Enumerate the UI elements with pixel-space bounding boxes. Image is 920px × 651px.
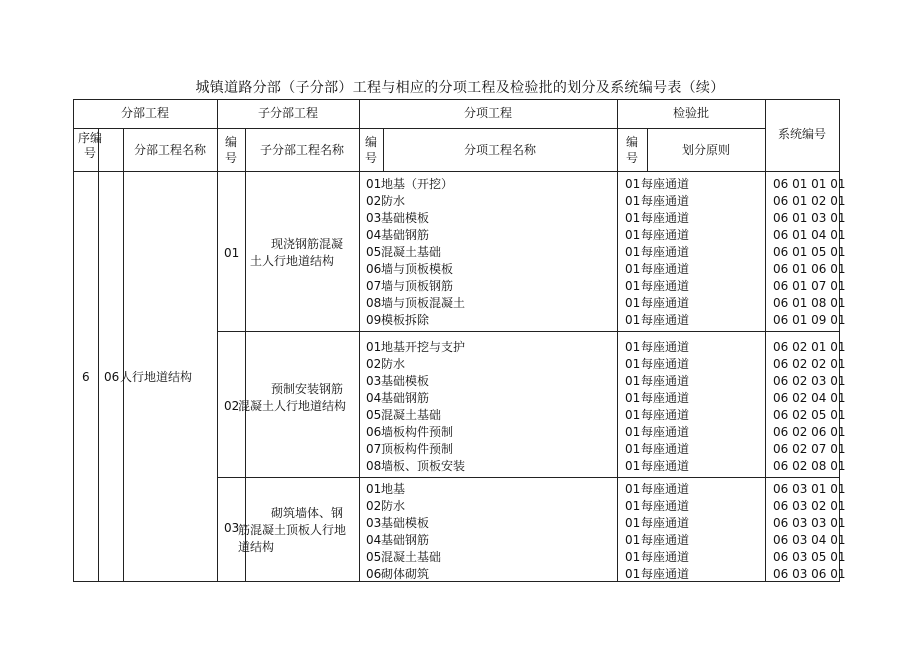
item-name: 混凝土基础 <box>381 245 442 259</box>
header-jy-rule: 划分原则 <box>681 143 730 157</box>
item-jy-no: 01 <box>625 516 641 530</box>
item-jy-no: 01 <box>625 482 641 496</box>
item-jy-no: 01 <box>625 340 641 354</box>
item-no: 08 <box>366 296 382 310</box>
item-name: 基础模板 <box>381 374 430 388</box>
item-system-code: 06 02 06 01 <box>773 425 846 439</box>
item-jy-rule: 每座通道 <box>641 567 690 581</box>
item-jy-rule: 每座通道 <box>641 499 690 513</box>
item-system-code: 06 02 02 01 <box>773 357 846 371</box>
header-fenxiang: 分项工程 <box>463 106 512 120</box>
item-system-code: 06 01 01 01 <box>773 177 846 191</box>
item-jy-no: 01 <box>625 279 641 293</box>
item-name: 地基开挖与支护 <box>381 340 466 354</box>
item-no: 02 <box>366 499 382 513</box>
item-jy-rule: 每座通道 <box>641 228 690 242</box>
item-system-code: 06 01 02 01 <box>773 194 846 208</box>
item-name: 墙与顶板钢筋 <box>381 279 454 293</box>
item-name: 墙与顶板混凝土 <box>381 296 466 310</box>
item-name: 砌体砌筑 <box>381 567 430 581</box>
group-name: 砌筑墙体、钢筋混凝土顶板人行地道结构 <box>238 506 347 554</box>
item-name: 墙板、顶板安装 <box>381 459 466 473</box>
group-code: 01 <box>224 246 240 260</box>
item-system-code: 06 03 02 01 <box>773 499 846 513</box>
row-fenbu-name: 人行地道结构 <box>120 370 193 384</box>
item-jy-rule: 每座通道 <box>641 442 690 456</box>
item-name: 基础模板 <box>381 211 430 225</box>
col-divider-fenbu <box>123 128 124 581</box>
header-bottom-border <box>73 171 840 172</box>
item-system-code: 06 03 05 01 <box>773 550 846 564</box>
item-no: 02 <box>366 194 382 208</box>
item-jy-rule: 每座通道 <box>641 194 690 208</box>
item-name: 混凝土基础 <box>381 550 442 564</box>
item-jy-no: 01 <box>625 442 641 456</box>
item-jy-rule: 每座通道 <box>641 374 690 388</box>
item-system-code: 06 02 05 01 <box>773 408 846 422</box>
item-no: 07 <box>366 279 382 293</box>
item-no: 03 <box>366 516 382 530</box>
row-code: 06 <box>104 370 120 384</box>
item-no: 06 <box>366 425 382 439</box>
item-system-code: 06 01 03 01 <box>773 211 846 225</box>
item-name: 混凝土基础 <box>381 408 442 422</box>
item-no: 05 <box>366 245 382 259</box>
item-no: 05 <box>366 550 382 564</box>
item-name: 基础钢筋 <box>381 391 430 405</box>
item-name: 模板拆除 <box>381 313 430 327</box>
item-jy-no: 01 <box>625 374 641 388</box>
item-jy-rule: 每座通道 <box>641 516 690 530</box>
col-divider-zifenbu <box>217 99 218 581</box>
col-divider-fenxiang <box>359 99 360 581</box>
header-zifenbu: 子分部工程 <box>257 106 318 120</box>
item-system-code: 06 01 07 01 <box>773 279 846 293</box>
header-fx-no: 编号 <box>364 135 377 165</box>
item-jy-no: 01 <box>625 550 641 564</box>
item-system-code: 06 02 01 01 <box>773 340 846 354</box>
item-no: 06 <box>366 262 382 276</box>
item-jy-no: 01 <box>625 408 641 422</box>
item-jy-no: 01 <box>625 533 641 547</box>
item-system-code: 06 02 08 01 <box>773 459 846 473</box>
item-system-code: 06 01 06 01 <box>773 262 846 276</box>
item-jy-rule: 每座通道 <box>641 533 690 547</box>
item-jy-no: 01 <box>625 357 641 371</box>
item-jy-rule: 每座通道 <box>641 279 690 293</box>
item-system-code: 06 02 03 01 <box>773 374 846 388</box>
item-no: 04 <box>366 391 382 405</box>
item-jy-no: 01 <box>625 262 641 276</box>
item-no: 03 <box>366 374 382 388</box>
item-jy-rule: 每座通道 <box>641 357 690 371</box>
item-no: 01 <box>366 177 382 191</box>
item-system-code: 06 01 05 01 <box>773 245 846 259</box>
item-jy-rule: 每座通道 <box>641 296 690 310</box>
item-jy-rule: 每座通道 <box>641 459 690 473</box>
item-name: 地基 <box>381 482 406 496</box>
item-no: 07 <box>366 442 382 456</box>
col-divider-seq <box>98 128 99 581</box>
item-system-code: 06 01 04 01 <box>773 228 846 242</box>
item-jy-no: 01 <box>625 245 641 259</box>
item-jy-rule: 每座通道 <box>641 550 690 564</box>
item-system-code: 06 02 07 01 <box>773 442 846 456</box>
item-no: 05 <box>366 408 382 422</box>
item-jy-no: 01 <box>625 296 641 310</box>
item-jy-no: 01 <box>625 194 641 208</box>
item-system-code: 06 01 09 01 <box>773 313 846 327</box>
header-zi-no: 编号 <box>224 135 237 165</box>
item-jy-rule: 每座通道 <box>641 177 690 191</box>
header-fx-name: 分项工程名称 <box>463 143 536 157</box>
item-no: 04 <box>366 228 382 242</box>
item-system-code: 06 03 03 01 <box>773 516 846 530</box>
item-jy-no: 01 <box>625 391 641 405</box>
item-jy-no: 01 <box>625 459 641 473</box>
item-name: 防水 <box>381 194 406 208</box>
item-name: 墙与顶板模板 <box>381 262 454 276</box>
header-jy-no: 编号 <box>625 135 638 165</box>
header-xitong: 系统编号 <box>777 127 826 141</box>
item-no: 03 <box>366 211 382 225</box>
item-jy-rule: 每座通道 <box>641 425 690 439</box>
item-name: 基础钢筋 <box>381 228 430 242</box>
item-no: 06 <box>366 567 382 581</box>
group-name: 预制安装钢筋混凝土人行地道结构 <box>238 382 347 413</box>
header-jianyanpi: 检验批 <box>672 106 709 120</box>
header-row-divider <box>73 128 765 129</box>
item-name: 基础模板 <box>381 516 430 530</box>
item-name: 防水 <box>381 357 406 371</box>
item-jy-rule: 每座通道 <box>641 313 690 327</box>
row-seq: 6 <box>82 370 90 384</box>
table-bottom-border <box>73 581 840 582</box>
group-name: 现浇钢筋混凝土人行地道结构 <box>250 237 344 268</box>
header-fenbu: 分部工程 <box>120 106 169 120</box>
item-no: 01 <box>366 482 382 496</box>
item-no: 08 <box>366 459 382 473</box>
item-no: 09 <box>366 313 382 327</box>
item-jy-rule: 每座通道 <box>641 211 690 225</box>
item-jy-rule: 每座通道 <box>641 391 690 405</box>
item-no: 01 <box>366 340 382 354</box>
table-left-border <box>73 99 74 581</box>
group-separator-1 <box>217 331 839 332</box>
table-top-border <box>73 99 840 100</box>
group-separator-2 <box>217 477 839 478</box>
item-name: 防水 <box>381 499 406 513</box>
item-name: 地基（开挖） <box>381 177 454 191</box>
item-name: 基础钢筋 <box>381 533 430 547</box>
item-system-code: 06 01 08 01 <box>773 296 846 310</box>
col-divider-xitong <box>765 99 766 581</box>
item-jy-no: 01 <box>625 228 641 242</box>
item-jy-rule: 每座通道 <box>641 340 690 354</box>
header-xu-hao: 序编号 <box>77 131 102 160</box>
header-zi-name: 子分部工程名称 <box>259 143 344 157</box>
item-jy-no: 01 <box>625 313 641 327</box>
item-jy-rule: 每座通道 <box>641 482 690 496</box>
item-system-code: 06 03 04 01 <box>773 533 846 547</box>
item-jy-no: 01 <box>625 177 641 191</box>
group-code: 03 <box>224 521 240 535</box>
item-jy-no: 01 <box>625 425 641 439</box>
item-jy-no: 01 <box>625 499 641 513</box>
item-name: 顶板构件预制 <box>381 442 454 456</box>
item-jy-rule: 每座通道 <box>641 262 690 276</box>
item-system-code: 06 02 04 01 <box>773 391 846 405</box>
group-code: 02 <box>224 399 240 413</box>
item-name: 墙板构件预制 <box>381 425 454 439</box>
item-jy-rule: 每座通道 <box>641 408 690 422</box>
item-system-code: 06 03 06 01 <box>773 567 846 581</box>
item-jy-no: 01 <box>625 567 641 581</box>
item-system-code: 06 03 01 01 <box>773 482 846 496</box>
header-fenbu-name: 分部工程名称 <box>133 143 206 157</box>
item-jy-rule: 每座通道 <box>641 245 690 259</box>
item-no: 02 <box>366 357 382 371</box>
document-title: 城镇道路分部（子分部）工程与相应的分项工程及检验批的划分及系统编号表（续） <box>195 80 725 96</box>
item-jy-no: 01 <box>625 211 641 225</box>
item-no: 04 <box>366 533 382 547</box>
col-divider-jianyanpi <box>617 99 618 581</box>
